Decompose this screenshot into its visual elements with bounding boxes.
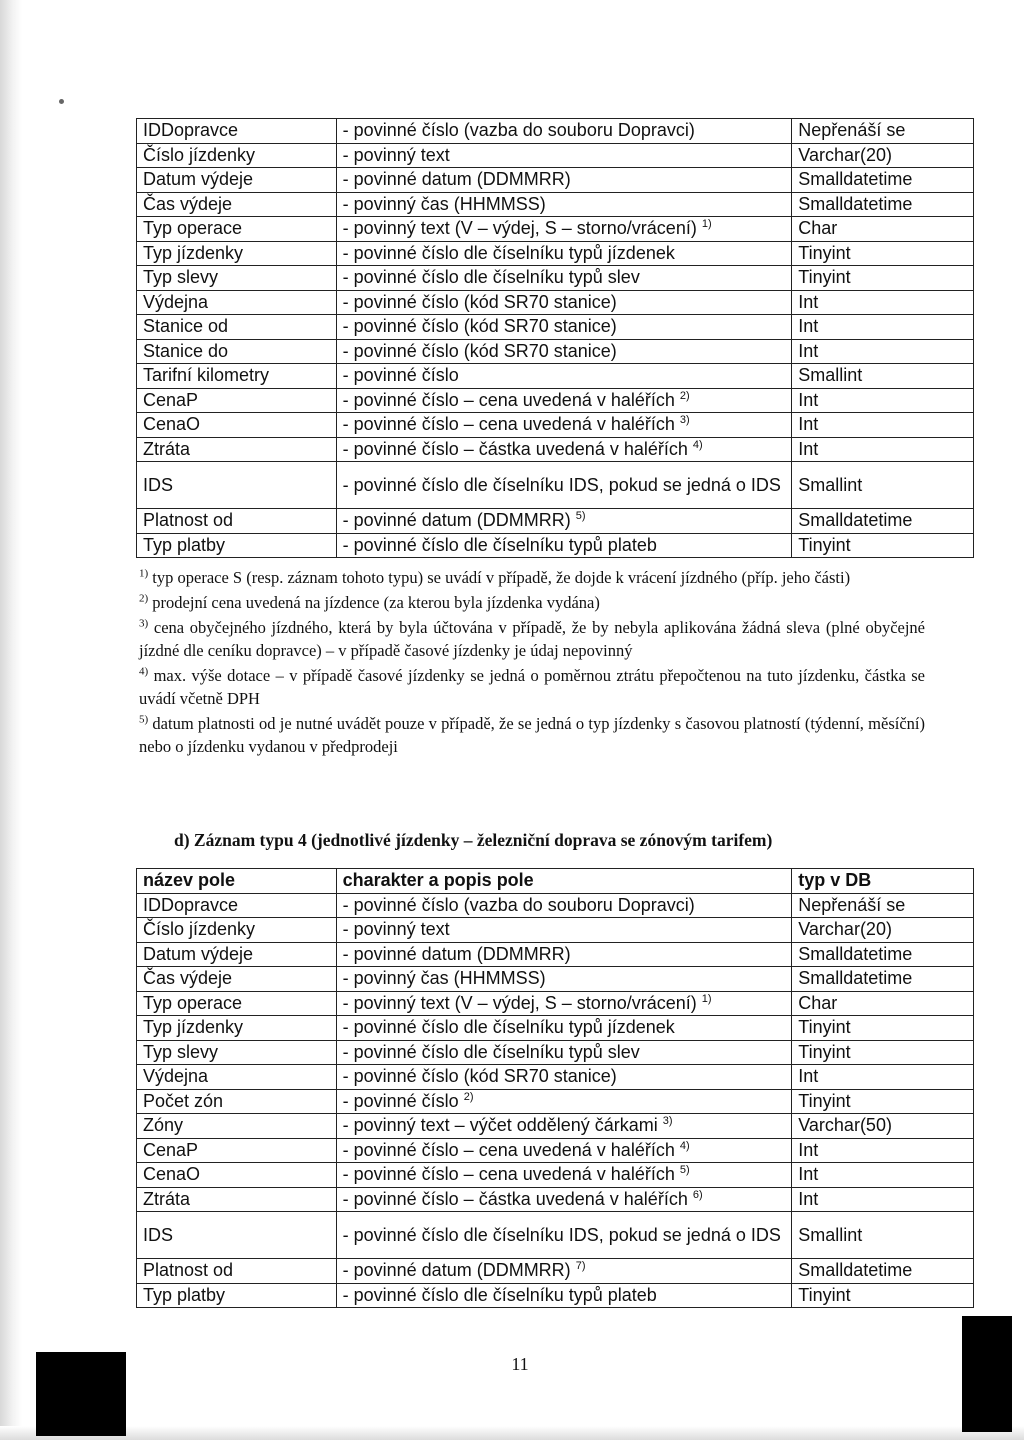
field-name: IDS [137, 1212, 337, 1259]
table-row [137, 1016, 974, 1041]
field-description-cell [336, 364, 792, 389]
field-name: CenaO [137, 1163, 337, 1188]
field-description-cell [336, 168, 792, 193]
field-table-type-4 [136, 868, 974, 1308]
field-description: - povinný text (V – výdej, S – storno/vrácení) [342, 992, 697, 1013]
field-db-type: Tinyint [792, 1040, 974, 1065]
field-db-type: Smalldatetime [792, 168, 974, 193]
field-db-type: Tinyint [792, 241, 974, 266]
table-row [137, 315, 974, 340]
field-description-cell [336, 192, 792, 217]
table-row [137, 991, 974, 1016]
field-name: Typ platby [137, 1283, 337, 1308]
field-description-cell [336, 241, 792, 266]
footnote-ref: 3) [679, 414, 690, 427]
field-description-cell [336, 1089, 792, 1114]
table-row [137, 1138, 974, 1163]
field-description-cell [336, 1016, 792, 1041]
footnote-ref: 4) [692, 438, 703, 451]
field-description-cell [336, 315, 792, 340]
redaction-block-left [36, 1352, 126, 1436]
table-header-row [137, 869, 974, 894]
table-row [137, 413, 974, 438]
footnote-ref: 4) [679, 1139, 690, 1152]
field-db-type: Varchar(20) [792, 143, 974, 168]
header-description: charakter a popis pole [336, 869, 792, 894]
table-row [137, 1212, 974, 1259]
field-description: - povinné číslo dle číselníku IDS, pokud se jedná o IDS [342, 1224, 781, 1245]
header-db-type: typ v DB [792, 869, 974, 894]
field-db-type: Smalldatetime [792, 192, 974, 217]
field-description: - povinné číslo dle číselníku typů plateb [342, 1284, 657, 1305]
field-db-type: Int [792, 1163, 974, 1188]
field-name: Výdejna [137, 290, 337, 315]
field-name: Počet zón [137, 1089, 337, 1114]
field-description: - povinný text – výčet oddělený čárkami [342, 1115, 658, 1136]
field-description-cell [336, 533, 792, 558]
field-description: - povinné číslo (vazba do souboru Dopravci) [342, 894, 695, 915]
field-description: - povinné číslo (kód SR70 stanice) [342, 291, 617, 312]
field-description-cell [336, 918, 792, 943]
field-name: Ztráta [137, 437, 337, 462]
field-name: CenaP [137, 1138, 337, 1163]
field-db-type: Int [792, 315, 974, 340]
table-row [137, 1089, 974, 1114]
footnote [139, 566, 925, 589]
footnote-ref: 5) [679, 1164, 690, 1177]
field-description: - povinné datum (DDMMRR) [342, 169, 571, 190]
field-db-type: Varchar(20) [792, 918, 974, 943]
field-db-type: Smallint [792, 1212, 974, 1259]
field-description-cell [336, 1259, 792, 1284]
footnote [139, 616, 925, 662]
section-heading: d) Záznam typu 4 (jednotlivé jízdenky – železniční doprava se zónovým tarifem) [174, 830, 773, 850]
field-db-type: Int [792, 290, 974, 315]
field-description-cell [336, 893, 792, 918]
footnote-text: max. výše dotace – v případě časové jízdenky se jedná o poměrnou ztrátu přepočtenou na tuto jízdenku, částka se uvádí včetně DPH [139, 666, 925, 708]
table-row [137, 241, 974, 266]
field-name: IDDopravce [137, 893, 337, 918]
footnote-ref: 6) [692, 1188, 703, 1201]
table-row [137, 192, 974, 217]
field-db-type: Smalldatetime [792, 1259, 974, 1284]
field-name: Typ slevy [137, 1040, 337, 1065]
footnote-ref: 7) [575, 1260, 586, 1273]
field-name: IDDopravce [137, 119, 337, 144]
field-db-type: Smallint [792, 364, 974, 389]
footnotes [139, 566, 925, 760]
field-description: - povinné číslo (kód SR70 stanice) [342, 1066, 617, 1087]
table-row [137, 1283, 974, 1308]
field-name: Číslo jízdenky [137, 143, 337, 168]
field-description-cell [336, 1138, 792, 1163]
footnote-ref: 3) [662, 1115, 673, 1128]
field-db-type: Smalldatetime [792, 509, 974, 534]
field-description: - povinné číslo dle číselníku typů plateb [342, 534, 657, 555]
field-description-cell [336, 1187, 792, 1212]
field-description-cell [336, 991, 792, 1016]
table-row [137, 339, 974, 364]
footnote-marker: 5) [139, 713, 149, 726]
field-name: IDS [137, 462, 337, 509]
field-table-body [137, 119, 974, 558]
field-description: - povinné číslo [342, 365, 459, 386]
footnote-marker: 2) [139, 592, 149, 605]
field-description-cell [336, 509, 792, 534]
table-row [137, 1259, 974, 1284]
field-db-type: Int [792, 339, 974, 364]
table-row [137, 509, 974, 534]
field-name: Čas výdeje [137, 192, 337, 217]
field-name: Platnost od [137, 1259, 337, 1284]
table-row [137, 1065, 974, 1090]
scan-edge-shadow [0, 0, 22, 1440]
table-row [137, 290, 974, 315]
redaction-block-right [962, 1316, 1012, 1432]
field-name: Typ slevy [137, 266, 337, 291]
field-db-type: Smallint [792, 462, 974, 509]
field-name: CenaP [137, 388, 337, 413]
table-row [137, 1040, 974, 1065]
field-name: Výdejna [137, 1065, 337, 1090]
field-db-type: Char [792, 217, 974, 242]
footnote-marker: 3) [139, 617, 149, 630]
field-description: - povinný text [342, 919, 450, 940]
field-description-cell [336, 413, 792, 438]
field-db-type: Int [792, 437, 974, 462]
field-description: - povinný text (V – výdej, S – storno/vrácení) [342, 218, 697, 239]
field-description: - povinné číslo – cena uvedená v haléřích [342, 414, 675, 435]
field-description-cell [336, 1065, 792, 1090]
table-row [137, 217, 974, 242]
field-name: Tarifní kilometry [137, 364, 337, 389]
table-row [137, 168, 974, 193]
field-description: - povinné číslo (kód SR70 stanice) [342, 316, 617, 337]
field-db-type: Int [792, 388, 974, 413]
field-description: - povinné číslo dle číselníku typů slev [342, 1041, 640, 1062]
table-row [137, 462, 974, 509]
footnote-ref: 2) [679, 389, 690, 402]
field-description-cell [336, 942, 792, 967]
field-name: Zóny [137, 1114, 337, 1139]
field-table-body [137, 869, 974, 1308]
field-description: - povinné číslo dle číselníku IDS, pokud se jedná o IDS [342, 474, 781, 495]
field-db-type: Tinyint [792, 1089, 974, 1114]
field-db-type: Nepřenáší se [792, 893, 974, 918]
table-row [137, 388, 974, 413]
field-db-type: Tinyint [792, 533, 974, 558]
field-description: - povinné datum (DDMMRR) [342, 510, 571, 531]
table-row [137, 533, 974, 558]
field-description-cell [336, 119, 792, 144]
field-description: - povinné číslo dle číselníku typů slev [342, 267, 640, 288]
field-db-type: Nepřenáší se [792, 119, 974, 144]
field-name: Typ jízdenky [137, 1016, 337, 1041]
field-description-cell [336, 388, 792, 413]
table-row [137, 1114, 974, 1139]
footnote [139, 712, 925, 758]
field-description: - povinné číslo dle číselníku typů jízdenek [342, 1017, 675, 1038]
table-row [137, 918, 974, 943]
field-description: - povinný čas (HHMMSS) [342, 968, 546, 989]
table-row [137, 437, 974, 462]
field-db-type: Int [792, 413, 974, 438]
footnote-ref: 2) [463, 1090, 474, 1103]
footnote-text: prodejní cena uvedená na jízdence (za kterou byla jízdenka vydána) [148, 593, 600, 612]
table-row [137, 266, 974, 291]
field-description-cell [336, 1040, 792, 1065]
field-name: Ztráta [137, 1187, 337, 1212]
footnote [139, 591, 925, 614]
field-description: - povinný text [342, 144, 450, 165]
field-name: Platnost od [137, 509, 337, 534]
field-db-type: Smalldatetime [792, 967, 974, 992]
field-name: Typ jízdenky [137, 241, 337, 266]
field-name: CenaO [137, 413, 337, 438]
page-number: 11 [511, 1354, 529, 1374]
field-description: - povinné číslo (kód SR70 stanice) [342, 340, 617, 361]
field-db-type: Int [792, 1065, 974, 1090]
footnote-ref: 1) [701, 218, 712, 231]
field-db-type: Tinyint [792, 1283, 974, 1308]
table-row [137, 967, 974, 992]
field-name: Datum výdeje [137, 168, 337, 193]
field-description: - povinné číslo – částka uvedená v haléřích [342, 438, 688, 459]
footnote-ref: 5) [575, 510, 586, 523]
footnote-text: cena obyčejného jízdného, která by byla účtována v případě, že by nebyla aplikována žádná sleva (plné obyčejné jízdné dle ceníku dopravce) – v případě časové jízdenky je údaj nepovinný [139, 618, 925, 660]
field-description: - povinné číslo dle číselníku typů jízdenek [342, 242, 675, 263]
field-description: - povinné číslo – cena uvedená v haléřích [342, 1164, 675, 1185]
footnote-marker: 4) [139, 665, 149, 678]
field-description-cell [336, 266, 792, 291]
footnote-ref: 1) [701, 992, 712, 1005]
field-description-cell [336, 217, 792, 242]
field-description-cell [336, 1212, 792, 1259]
field-db-type: Varchar(50) [792, 1114, 974, 1139]
footnote [139, 664, 925, 710]
table-row [137, 119, 974, 144]
table-row [137, 1163, 974, 1188]
field-description-cell [336, 1283, 792, 1308]
field-table-type-3 [136, 118, 974, 558]
field-name: Typ operace [137, 991, 337, 1016]
field-description-cell [336, 967, 792, 992]
table-row [137, 143, 974, 168]
field-description-cell [336, 290, 792, 315]
table-row [137, 364, 974, 389]
field-description: - povinné číslo – cena uvedená v haléřích [342, 389, 675, 410]
field-description-cell [336, 143, 792, 168]
field-description-cell [336, 437, 792, 462]
field-description: - povinné datum (DDMMRR) [342, 1260, 571, 1281]
table-row [137, 1187, 974, 1212]
field-name: Datum výdeje [137, 942, 337, 967]
field-name: Číslo jízdenky [137, 918, 337, 943]
header-field-name: název pole [137, 869, 337, 894]
field-description: - povinné číslo – částka uvedená v haléřích [342, 1188, 688, 1209]
field-description: - povinný čas (HHMMSS) [342, 193, 546, 214]
field-db-type: Smalldatetime [792, 942, 974, 967]
field-db-type: Tinyint [792, 1016, 974, 1041]
field-name: Stanice do [137, 339, 337, 364]
footnote-marker: 1) [139, 567, 149, 580]
field-description: - povinné číslo (vazba do souboru Dopravci) [342, 120, 695, 141]
field-db-type: Int [792, 1138, 974, 1163]
table-row [137, 942, 974, 967]
field-name: Typ operace [137, 217, 337, 242]
field-description-cell [336, 1114, 792, 1139]
field-db-type: Tinyint [792, 266, 974, 291]
footnote-text: datum platnosti od je nutné uvádět pouze v případě, že se jedná o typ jízdenky s časovou platností (týdenní, měsíční) nebo o jízdenku vydanou v předprodeji [139, 714, 925, 756]
footnote-text: typ operace S (resp. záznam tohoto typu) se uvádí v případě, že dojde k vrácení jízdného (příp. jeho části) [148, 568, 851, 587]
field-name: Typ platby [137, 533, 337, 558]
scan-bottom-shadow [0, 1426, 1024, 1440]
field-description-cell [336, 1163, 792, 1188]
field-description-cell [336, 339, 792, 364]
field-db-type: Int [792, 1187, 974, 1212]
field-name: Stanice od [137, 315, 337, 340]
field-name: Čas výdeje [137, 967, 337, 992]
scan-speck [59, 99, 64, 104]
field-description: - povinné číslo – cena uvedená v haléřích [342, 1139, 675, 1160]
field-description: - povinné číslo [342, 1090, 459, 1111]
field-db-type: Char [792, 991, 974, 1016]
table-row [137, 893, 974, 918]
field-description-cell [336, 462, 792, 509]
field-description: - povinné datum (DDMMRR) [342, 943, 571, 964]
